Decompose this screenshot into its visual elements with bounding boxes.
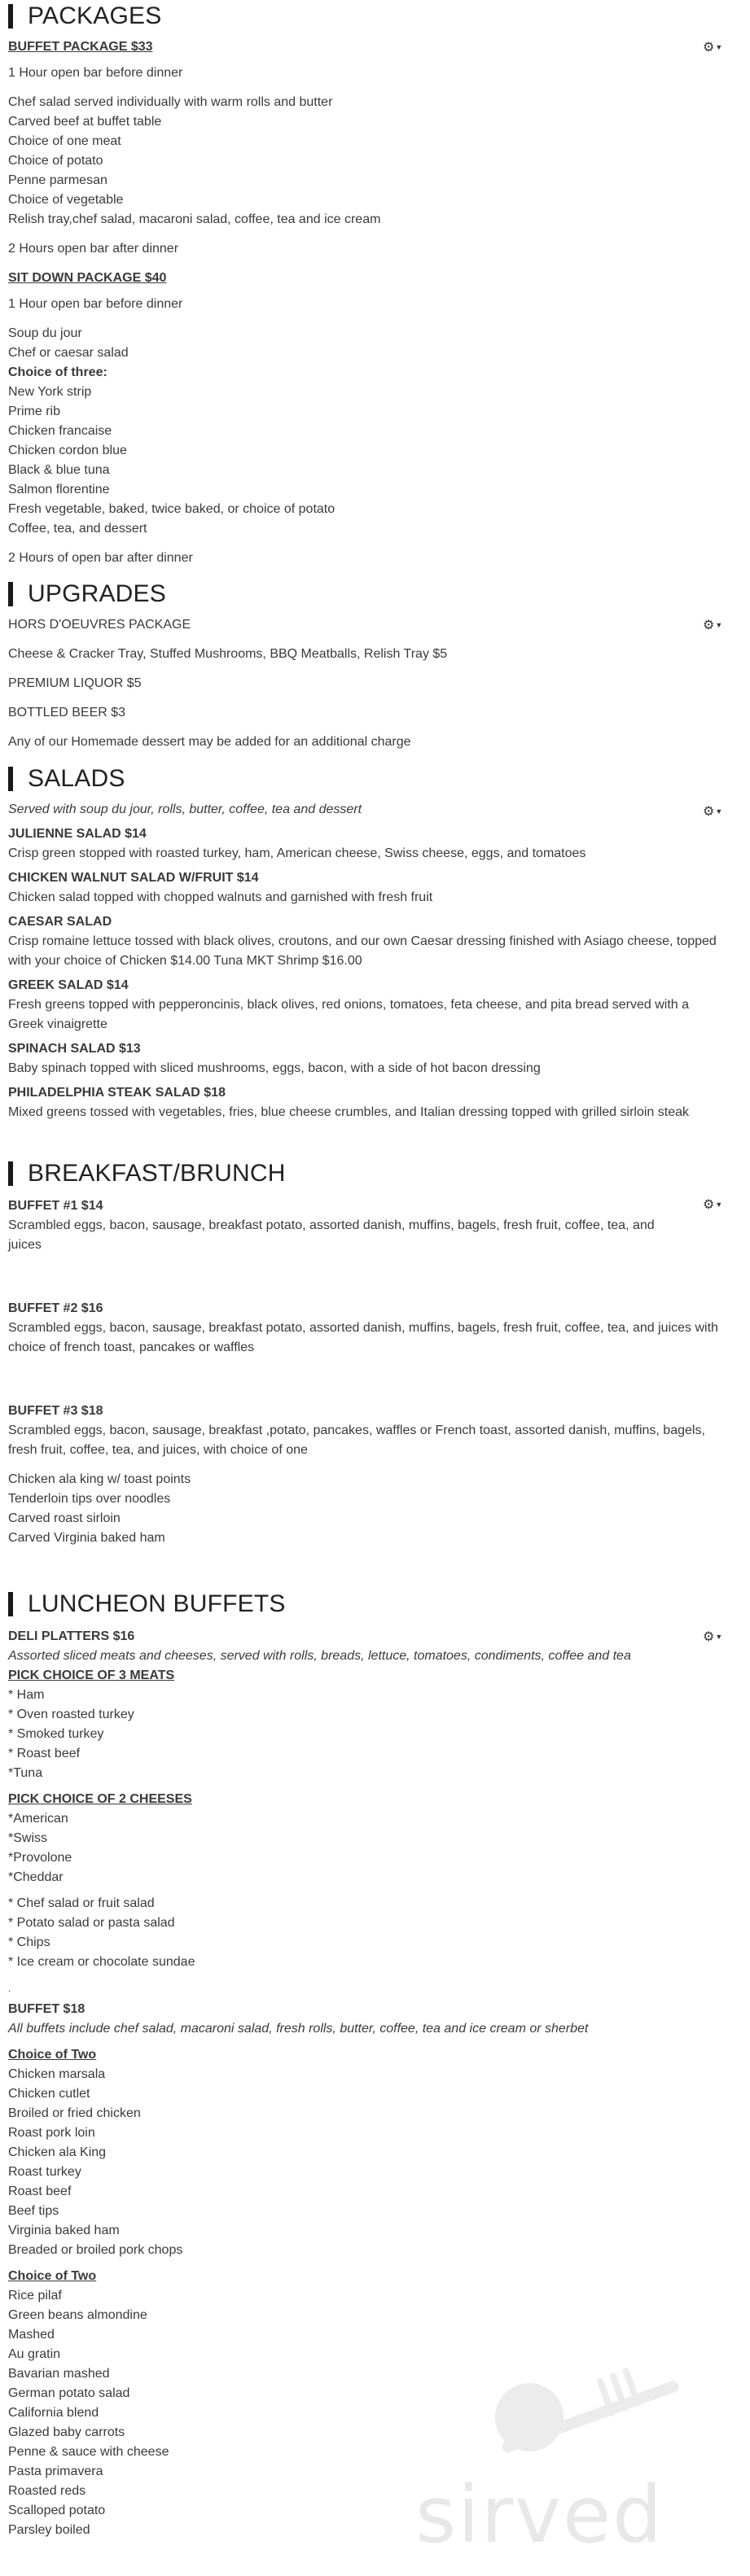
- choice-item: Mashed: [8, 2328, 55, 2342]
- choice-item: * Chips: [8, 1935, 50, 1949]
- menu-item-desc: Scrambled eggs, bacon, sausage, breakfast potato, assorted danish, muffins, bagels, fresh fruit, coffee, tea, and juices with choice of french toast, pancakes or waffles: [8, 1321, 718, 1354]
- choice-item: Broiled or fried chicken: [8, 2106, 141, 2120]
- menu-item-desc: Scrambled eggs, bacon, sausage, breakfast ,potato, pancakes, waffles or French toast, assorted danish, muffins, bagels, fresh fruit, coffee, tea, and juices, with choice of one: [8, 1424, 705, 1457]
- menu-item-choice: Carved Virginia baked ham: [8, 1531, 165, 1545]
- choice-item: * Smoked turkey: [8, 1727, 104, 1741]
- menu-item-desc: Crisp romaine lettuce tossed with black olives, croutons, and our own Caesar dressing finished with Asiago cheese, topped with your choice of Chicken $14.00 Tuna MKT Shrimp $16.00: [8, 934, 717, 968]
- section-body: [0, 795, 750, 1122]
- choice-item: Parsley boiled: [8, 2523, 90, 2537]
- gear-icon: ⚙: [703, 1198, 715, 1212]
- upgrade-line: HORS D'OEUVRES PACKAGE: [8, 618, 191, 632]
- section-title: UPGRADES: [28, 580, 166, 607]
- package-item: Choice of one meat: [8, 134, 121, 148]
- package-heading: BUFFET PACKAGE $33: [8, 40, 153, 54]
- choice-item: Scalloped potato: [8, 2504, 106, 2517]
- menu-item-name: DELI PLATTERS $16: [8, 1629, 135, 1643]
- choice-item: Glazed baby carrots: [8, 2425, 125, 2439]
- menu-item-note: Assorted sliced meats and cheeses, served with rolls, breads, lettuce, tomatoes, condiments, coffee and tea: [8, 1649, 631, 1663]
- section-title: BREAKFAST/BRUNCH: [28, 1160, 286, 1187]
- gear-icon: ⚙: [703, 619, 715, 632]
- menu-item-name: BUFFET #3 $18: [8, 1404, 103, 1418]
- choice-item: * Chef salad or fruit salad: [8, 1896, 155, 1910]
- choice-item: * Roast beef: [8, 1747, 81, 1760]
- package-item: Chicken cordon blue: [8, 444, 127, 457]
- gear-icon: ⚙: [703, 805, 715, 819]
- menu-item-name: BUFFET #1 $14: [8, 1199, 103, 1213]
- salads-section: [0, 763, 750, 1122]
- choice-item: Green beans almondine: [8, 2308, 147, 2322]
- section-header: [0, 578, 750, 610]
- choice-item: Penne & sauce with cheese: [8, 2445, 169, 2459]
- section-bar: [8, 767, 13, 791]
- choice-item: Roast beef: [8, 2185, 72, 2198]
- package-item: Chef salad served individually with warm rolls and butter: [8, 95, 333, 109]
- package-line: 1 Hour open bar before dinner: [8, 297, 183, 311]
- choice-heading: PICK CHOICE OF 3 MEATS: [8, 1668, 175, 1682]
- caret-down-icon: ▼: [715, 1201, 723, 1209]
- choice-item: *Cheddar: [8, 1870, 64, 1884]
- package-heading: SIT DOWN PACKAGE $40: [8, 271, 167, 285]
- section-title: PACKAGES: [28, 2, 162, 29]
- choice-item: * Ice cream or chocolate sundae: [8, 1955, 195, 1969]
- choice-item: *Swiss: [8, 1831, 48, 1845]
- choice-item: Bavarian mashed: [8, 2367, 110, 2381]
- caret-down-icon: ▼: [715, 807, 723, 816]
- section-bar: [8, 582, 13, 606]
- menu-item-note: All buffets include chef salad, macaroni salad, fresh rolls, butter, coffee, tea and ice cream or sherbet: [8, 2022, 589, 2036]
- menu-item-choice: Tenderloin tips over noodles: [8, 1492, 171, 1506]
- menu-item-desc: Crisp green stopped with roasted turkey, ham, American cheese, Swiss cheese, eggs, and tomatoes: [8, 846, 586, 860]
- package-item: New York strip: [8, 385, 92, 399]
- section-bar: [8, 4, 13, 28]
- choice-item: German potato salad: [8, 2386, 130, 2400]
- choice-item: Roasted reds: [8, 2484, 86, 2498]
- menu-item-desc: Mixed greens tossed with vegetables, fries, blue cheese crumbles, and Italian dressing topped with grilled sirloin steak: [8, 1105, 689, 1119]
- section-header: [0, 0, 750, 33]
- choice-item: Beef tips: [8, 2204, 59, 2218]
- separator-dot: .: [8, 1983, 11, 1994]
- choice-heading: Choice of Two: [8, 2048, 97, 2062]
- menu-item-name: BUFFET #2 $16: [8, 1301, 103, 1315]
- choice-item: Virginia baked ham: [8, 2224, 120, 2237]
- section-note: Served with soup du jour, rolls, butter, coffee, tea and dessert: [8, 803, 362, 816]
- caret-down-icon: ▼: [715, 43, 723, 51]
- section-header: [0, 1157, 750, 1190]
- menu-item-name: CAESAR SALAD: [8, 915, 112, 929]
- section-title: SALADS: [28, 765, 125, 792]
- section-bar: [8, 1161, 13, 1186]
- menu-item-name: JULIENNE SALAD $14: [8, 827, 147, 841]
- choice-item: *Tuna: [8, 1766, 43, 1780]
- choice-item: Roast pork loin: [8, 2126, 95, 2140]
- package-line: 2 Hours of open bar after dinner: [8, 551, 193, 565]
- package-item: Relish tray,chef salad, macaroni salad, coffee, tea and ice cream: [8, 212, 381, 226]
- packages-section: [0, 0, 750, 568]
- package-item: Fresh vegetable, baked, twice baked, or choice of potato: [8, 502, 336, 516]
- package-item: Choice of vegetable: [8, 193, 124, 207]
- upgrade-line: PREMIUM LIQUOR $5: [8, 676, 142, 690]
- utensils-logo-icon: [480, 2360, 692, 2474]
- choice-item: * Potato salad or pasta salad: [8, 1916, 175, 1930]
- choice-item: Rice pilaf: [8, 2289, 62, 2303]
- menu-item-desc: Chicken salad topped with chopped walnuts and garnished with fresh fruit: [8, 890, 433, 904]
- upgrade-line: Cheese & Cracker Tray, Stuffed Mushrooms, BBQ Meatballs, Relish Tray $5: [8, 647, 448, 661]
- choice-item: * Ham: [8, 1688, 45, 1702]
- package-item: Soup du jour: [8, 326, 82, 340]
- breakfast-section: [0, 1157, 750, 1548]
- package-item: Chef or caesar salad: [8, 346, 129, 360]
- caret-down-icon: ▼: [715, 1633, 723, 1641]
- package-line: 2 Hours open bar after dinner: [8, 242, 179, 256]
- choice-item: Roast turkey: [8, 2165, 81, 2179]
- caret-down-icon: ▼: [715, 621, 723, 629]
- choice-item: Au gratin: [8, 2347, 61, 2361]
- watermark-text: sirved: [415, 2469, 664, 2561]
- menu-item-choice: Carved roast sirloin: [8, 1511, 121, 1525]
- upgrades-section: [0, 578, 750, 752]
- section-title: LUNCHEON BUFFETS: [28, 1590, 286, 1617]
- choice-item: *Provolone: [8, 1851, 72, 1865]
- choice-item: Chicken cutlet: [8, 2087, 90, 2101]
- menu-item-name: BUFFET $18: [8, 2002, 86, 2016]
- package-item: Black & blue tuna: [8, 463, 110, 477]
- gear-icon: ⚙: [703, 41, 715, 55]
- package-line: 1 Hour open bar before dinner: [8, 66, 183, 80]
- choice-label: Choice of three:: [8, 365, 107, 379]
- choice-item: Pasta primavera: [8, 2464, 103, 2478]
- choice-item: Breaded or broiled pork chops: [8, 2243, 183, 2257]
- section-header: [0, 1588, 750, 1620]
- menu-item-choice: Chicken ala king w/ toast points: [8, 1472, 191, 1486]
- package-item: Penne parmesan: [8, 173, 107, 187]
- menu-item-desc: Baby spinach topped with sliced mushrooms, eggs, bacon, with a side of hot bacon dressing: [8, 1061, 541, 1075]
- menu-item-desc: Scrambled eggs, bacon, sausage, breakfast potato, assorted danish, muffins, bagels, fresh fruit, coffee, tea, and juices: [8, 1218, 655, 1252]
- choice-item: California blend: [8, 2406, 99, 2420]
- upgrade-line: Any of our Homemade dessert may be added for an additional charge: [8, 735, 411, 749]
- choice-item: Chicken marsala: [8, 2067, 106, 2081]
- choice-item: *American: [8, 1812, 68, 1826]
- section-body: [0, 610, 750, 752]
- choice-item: * Oven roasted turkey: [8, 1708, 134, 1721]
- upgrade-line: BOTTLED BEER $3: [8, 706, 126, 719]
- package-item: Carved beef at buffet table: [8, 115, 162, 129]
- choice-heading: Choice of Two: [8, 2269, 97, 2283]
- menu-item-desc: Fresh greens topped with pepperoncinis, black olives, red onions, tomatoes, feta cheese, and pita bread served with a Greek vinaigrette: [8, 998, 690, 1031]
- menu-item-name: PHILADELPHIA STEAK SALAD $18: [8, 1086, 226, 1100]
- package-item: Choice of potato: [8, 154, 103, 168]
- section-bar: [8, 1592, 13, 1616]
- package-item: Coffee, tea, and dessert: [8, 522, 147, 536]
- gear-icon: ⚙: [703, 1630, 715, 1644]
- sirved-watermark: [407, 2360, 733, 2564]
- section-header: [0, 763, 750, 795]
- menu-item-name: SPINACH SALAD $13: [8, 1042, 141, 1056]
- choice-heading: PICK CHOICE OF 2 CHEESES: [8, 1792, 192, 1806]
- package-item: Chicken francaise: [8, 424, 112, 438]
- section-body: [0, 33, 750, 568]
- package-item: Salmon florentine: [8, 483, 110, 496]
- menu-item-name: GREEK SALAD $14: [8, 978, 129, 992]
- package-item: Prime rib: [8, 405, 61, 418]
- section-body: [0, 1190, 750, 1548]
- menu-item-name: CHICKEN WALNUT SALAD W/FRUIT $14: [8, 871, 259, 885]
- choice-item: Chicken ala King: [8, 2145, 107, 2159]
